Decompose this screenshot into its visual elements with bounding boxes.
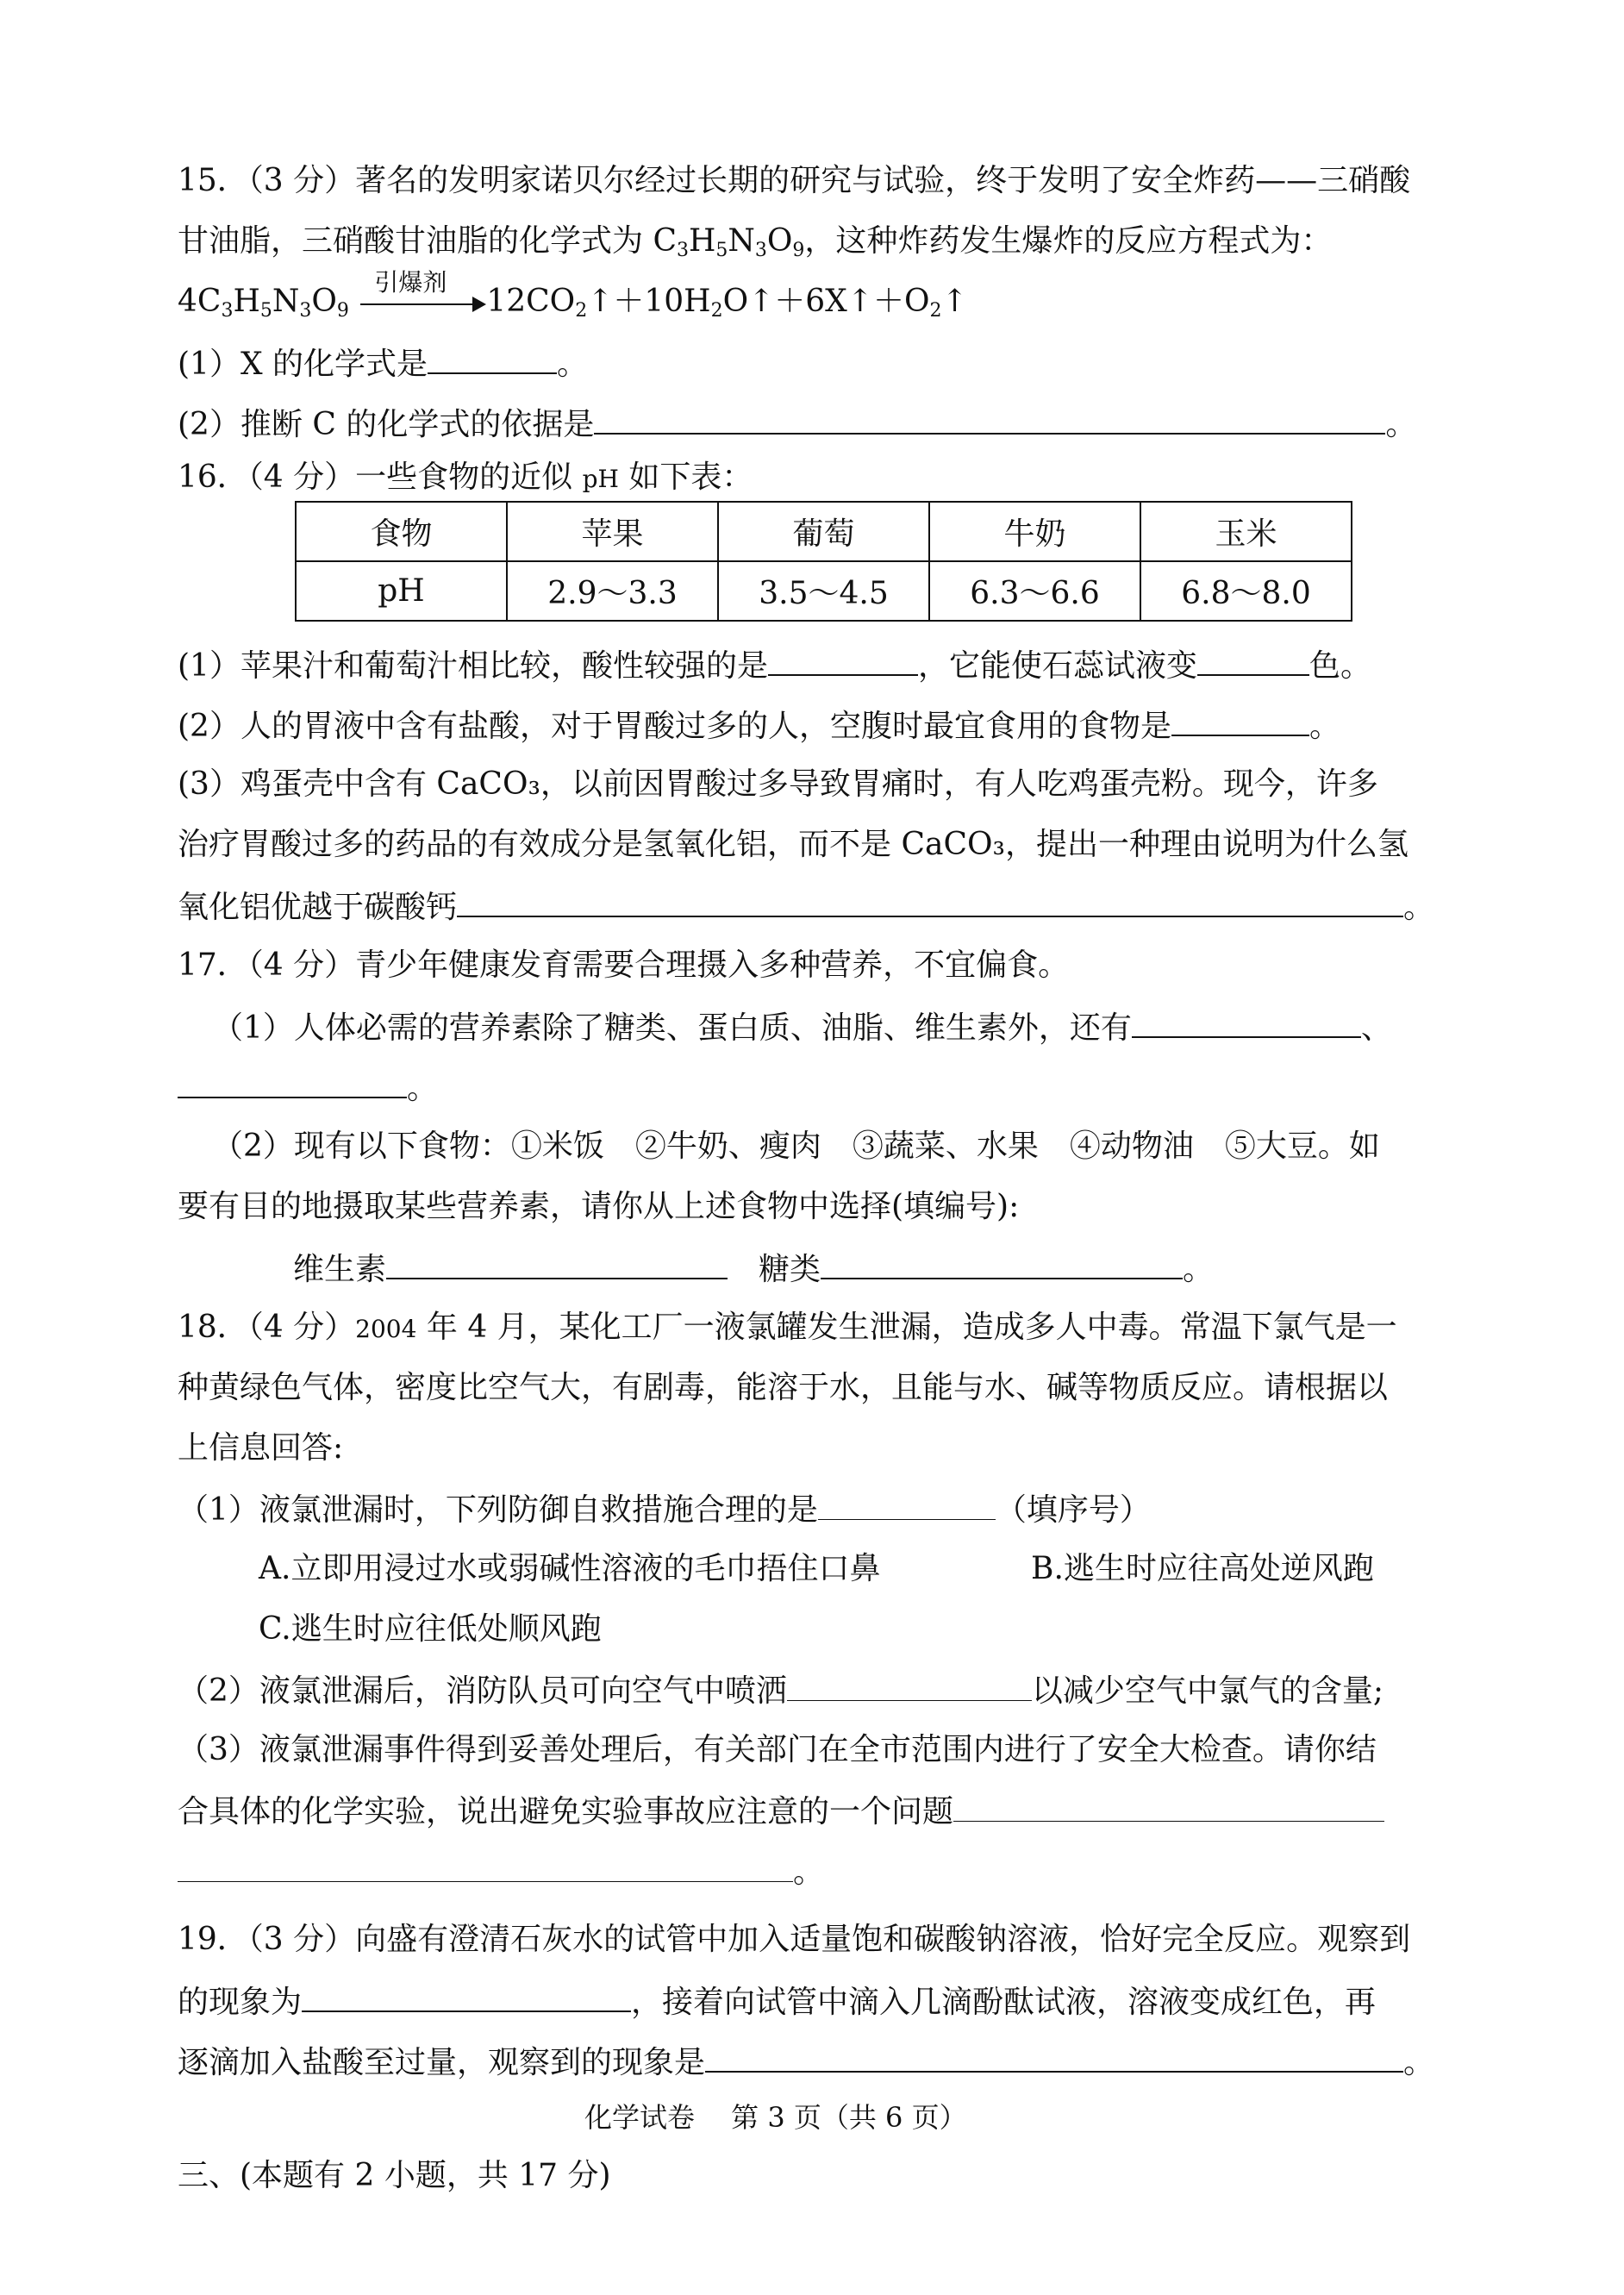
table-cell: 玉米 xyxy=(1140,502,1352,561)
q18-option-a: A.立即用浸过水或弱碱性溶液的毛巾捂住口鼻 xyxy=(259,1551,881,1586)
q15-equation: $4C_3H_5N_3O_9$ 引爆剂 $12CO_2↑+10H_2O↑+6X↑+O_2↑$ xyxy=(178,281,968,322)
answer-blank[interactable] xyxy=(457,885,1403,917)
answer-blank[interactable] xyxy=(428,341,557,374)
answer-blank[interactable] xyxy=(1171,704,1309,736)
q16-sub3-line1: (3）鸡蛋壳中含有 CaCO₃，以前因胃酸过多导致胃痛时，有人吃鸡蛋壳粉。现今，许多 xyxy=(178,766,1378,802)
table-cell: 食物 xyxy=(296,502,507,561)
q18-option-c: C.逃生时应往低处顺风跑 xyxy=(259,1611,602,1647)
answer-blank[interactable] xyxy=(821,1247,1183,1279)
table-cell: 牛奶 xyxy=(929,502,1140,561)
table-header-row xyxy=(296,502,1352,561)
answer-blank[interactable] xyxy=(386,1247,728,1279)
q18-sub3-line2: 合具体的化学实验，说出避免实验事故应注意的一个问题 xyxy=(178,1790,1384,1833)
q17-intro: 17．（4 分）青少年健康发育需要合理摄入多种营养，不宜偏食。 xyxy=(178,947,1070,983)
answer-blank[interactable] xyxy=(1132,1005,1361,1038)
q18-line1: 18．（4 分）2004 年 4 月，某化工厂一液氯罐发生泄漏，造成多人中毒。常温下氯气是一 xyxy=(178,1310,1397,1345)
q16-sub3-line2: 治疗胃酸过多的药品的有效成分是氢氧化铝，而不是 CaCO₃，提出一种理由说明为什么氢 xyxy=(178,827,1409,862)
answer-blank[interactable] xyxy=(768,643,918,676)
table-cell: 6.8～8.0 xyxy=(1140,561,1352,621)
table-cell: pH xyxy=(296,561,507,621)
table-cell: 3.5～4.5 xyxy=(718,561,929,621)
table-row xyxy=(296,561,1352,621)
q17-sub1: （1）人体必需的营养素除了糖类、蛋白质、油脂、维生素外，还有 、 xyxy=(212,1005,1392,1049)
q16-intro: 16．（4 分）一些食物的近似 pH 如下表： xyxy=(178,460,753,495)
q18-sub2: （2）液氯泄漏后，消防队员可向空气中喷洒 以减少空气中氯气的含量; xyxy=(178,1669,1384,1712)
arrow-condition-label: 引爆剂 xyxy=(374,268,447,297)
section-heading: 三、(本题有 2 小题，共 17 分) xyxy=(178,2158,611,2193)
q18-line2: 种黄绿色气体，密度比空气大，有剧毒，能溶于水，且能与水、碱等物质反应。请根据以 xyxy=(178,1370,1389,1405)
answer-blank[interactable] xyxy=(705,2040,1403,2073)
q15-line2: 甘油脂，三硝酸甘油脂的化学式为 $C_3H_5N_3O_9$，这种炸药发生爆炸的反应方程式为： xyxy=(178,223,1333,261)
q17-answers: 维生素 糖类 。 xyxy=(293,1247,1214,1291)
answer-blank[interactable] xyxy=(787,1669,1032,1701)
q16-sub3-line3: 氧化铝优越于碳酸钙 。 xyxy=(178,885,1434,929)
q17-sub2-line1: （2）现有以下食物：①米饭 ②牛奶、瘦肉 ③蔬菜、水果 ④动物油 ⑤大豆。如 xyxy=(212,1129,1380,1164)
q18-sub3-line3: 。 xyxy=(178,1850,824,1893)
table-cell: 葡萄 xyxy=(718,502,929,561)
table-cell: 2.9～3.3 xyxy=(507,561,718,621)
table-cell: 苹果 xyxy=(507,502,718,561)
answer-blank[interactable] xyxy=(594,402,1385,435)
answer-blank[interactable] xyxy=(1197,643,1309,676)
q17-sub2-line2: 要有目的地摄取某些营养素，请你从上述食物中选择(填编号): xyxy=(178,1189,1020,1224)
q18-line3: 上信息回答: xyxy=(178,1430,344,1466)
q18-option-b: B.逃生时应往高处逆风跑 xyxy=(1031,1551,1374,1586)
q15-sub1: (1）X 的化学式是 。 xyxy=(178,341,588,385)
answer-blank[interactable] xyxy=(302,1979,631,2012)
q15-sub2: (2）推断 C 的化学式的依据是 。 xyxy=(178,402,1416,446)
q18-sub1: （1）液氯泄漏时，下列防御自救措施合理的是 （填序号） xyxy=(178,1488,1151,1531)
table-cell: 6.3～6.6 xyxy=(929,561,1140,621)
q19-line2: 的现象为 ，接着向试管中滴入几滴酚酞试液，溶液变成红色，再 xyxy=(178,1979,1376,2023)
answer-blank[interactable] xyxy=(178,1066,407,1098)
answer-blank[interactable] xyxy=(953,1790,1384,1822)
reaction-arrow xyxy=(359,268,486,319)
answer-blank[interactable] xyxy=(178,1850,793,1882)
q17-sub1-cont: 。 xyxy=(178,1066,438,1110)
q15-line1: 15．（3 分）著名的发明家诺贝尔经过长期的研究与试验，终于发明了安全炸药——三硝酸 xyxy=(178,163,1411,198)
q19-line1: 19．（3 分）向盛有澄清石灰水的试管中加入适量饱和碳酸钠溶液，恰好完全反应。观察到 xyxy=(178,1922,1411,1957)
q18-sub3-line1: （3）液氯泄漏事件得到妥善处理后，有关部门在全市范围内进行了安全大检查。请你结 xyxy=(178,1732,1377,1767)
ph-table xyxy=(295,501,1352,622)
q16-sub1: (1）苹果汁和葡萄汁相比较，酸性较强的是 ，它能使石蕊试液变 色。 xyxy=(178,643,1371,687)
q19-line3: 逐滴加入盐酸至过量，观察到的现象是 。 xyxy=(178,2040,1434,2084)
page-footer: 化学试卷 第 3 页（共 6 页） xyxy=(584,2101,967,2134)
answer-blank[interactable] xyxy=(818,1488,996,1520)
q16-sub2: (2）人的胃液中含有盐酸，对于胃酸过多的人，空腹时最宜食用的食物是 。 xyxy=(178,704,1340,747)
